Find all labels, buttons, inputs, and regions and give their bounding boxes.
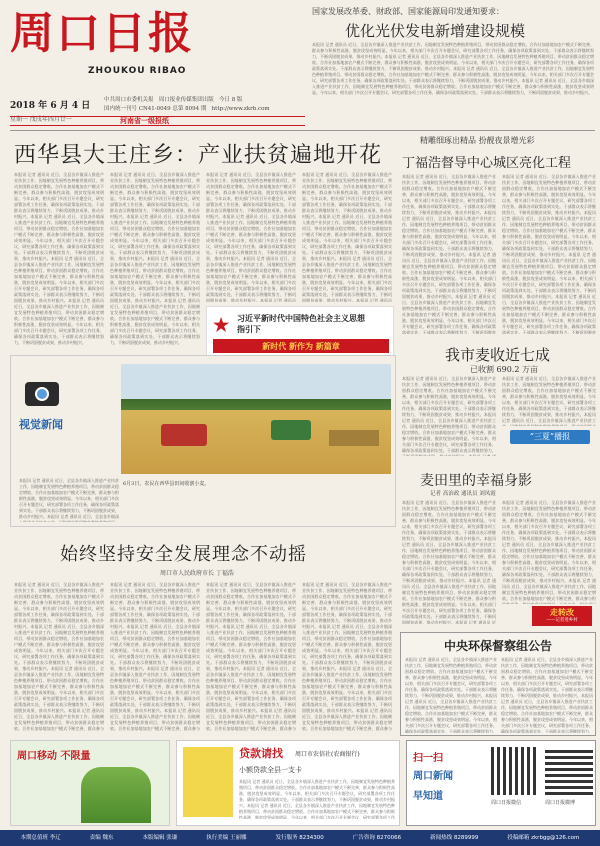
top-story-body	[312, 42, 594, 118]
walk-title: 走转改	[550, 607, 574, 617]
edition-info-2: 周口报业传媒集团出版	[158, 97, 214, 103]
masthead	[10, 6, 305, 98]
happy-byline: 记者 高治政 通讯员 刘凤霞	[430, 491, 496, 497]
edition-info-3: 今日 8 版	[219, 97, 243, 103]
footer-item: 新闻热线 8289999	[430, 835, 479, 841]
ad-mobile-figure	[81, 767, 151, 823]
side-kicker: 精雕细琢出精品 扮靓夜景增光彩	[420, 136, 535, 145]
footer-item: 执行美编 王丽娜	[206, 835, 247, 841]
edition-info-1: 中共周口市委机关报	[104, 97, 154, 103]
walk-sub: ——记者进乡村	[546, 618, 578, 623]
thought-tagline: 新时代 新作为 新篇章	[213, 339, 389, 353]
ad-bank-tagline: 小额贷款全县一支卡	[239, 766, 302, 774]
website[interactable]: http://www.zkrb.com	[211, 106, 270, 112]
side-col-2	[502, 174, 596, 334]
footer-item: 广告咨询 8270066	[352, 835, 402, 841]
footer-item: 责编 魏东	[89, 835, 114, 841]
scan-box	[406, 740, 596, 826]
qr-code-wechat[interactable]	[491, 747, 539, 795]
ad-bank-name: 周口市农信社(农商银行)	[295, 751, 360, 758]
scan-l2: 早知道	[413, 791, 443, 802]
footer-bar	[0, 830, 600, 846]
safety-col-3	[206, 582, 296, 732]
wheat-col-1	[402, 376, 496, 456]
scan-title: 扫一扫	[413, 753, 443, 764]
masthead-pinyin: ZHOUKOU RIBAO	[88, 66, 187, 76]
thought-line-2: 指引下	[237, 324, 261, 334]
thought-banner-icon: ★	[213, 315, 230, 336]
hay-bale	[329, 430, 379, 446]
wheat-headline: 我市麦收近七成	[445, 346, 551, 364]
wheat-subhead: 已收割 690.2 万亩	[470, 365, 538, 374]
side-col-1	[402, 174, 496, 334]
ad-bank-body	[239, 779, 395, 819]
inspection-col-2	[501, 657, 593, 733]
lead-col-2	[110, 172, 200, 360]
edition-tag-label: 河南省一级报纸	[120, 116, 169, 125]
photo-caption-body	[19, 478, 119, 522]
footer-item: 本版编辑 张谦	[142, 835, 178, 841]
lead-col-1	[14, 172, 104, 360]
inspection-col-1	[405, 657, 497, 733]
photo-news-label: 视觉新闻	[19, 418, 63, 431]
ad-bank[interactable]	[176, 740, 400, 826]
qr-label-wechat: 周口日报微信	[491, 800, 522, 806]
qr-code-weibo[interactable]	[545, 747, 593, 795]
photo-caption: 6月3日，农民在西华县田间收割小麦。	[123, 481, 210, 487]
weekday-line: 星期一 戊戌年四月廿一	[10, 116, 72, 123]
happy-col-2	[502, 500, 596, 604]
ad-mobile-title: 周口移动 不限量	[17, 751, 91, 762]
harvest-photo	[121, 364, 391, 474]
safety-headline: 始终坚持安全发展理念不动摇	[60, 544, 307, 565]
inspection-box	[400, 632, 596, 736]
lead-col-3	[206, 172, 296, 302]
footer-item[interactable]: 投稿邮箱 zkrbgg@126.com	[507, 835, 580, 841]
walk-badge	[532, 606, 592, 626]
edition-info	[104, 96, 304, 114]
happy-headline: 麦田里的幸福身影	[420, 473, 532, 489]
top-headline: 优化光伏发电新增建设规模	[345, 22, 526, 40]
scan-l1: 周口新闻	[413, 771, 453, 782]
inspection-title: 中央环保督察组公告	[443, 639, 552, 653]
safety-col-4	[302, 582, 392, 732]
ad-mobile[interactable]	[10, 740, 170, 826]
footer-item: 发行服务 8234300	[275, 835, 324, 841]
thought-banner[interactable]	[206, 306, 394, 356]
masthead-logo: 周口日报	[10, 8, 194, 59]
cn-line: 国内统一刊号 CN41-0049 总第 8094 期	[104, 106, 207, 112]
safety-col-1	[14, 582, 104, 732]
happy-col-1	[402, 500, 496, 624]
safety-col-2	[110, 582, 200, 732]
safety-byline: 周口市人民政府市长 丁福浩	[160, 570, 234, 577]
lead-col-4	[302, 172, 392, 302]
side-headline: 丁福浩督导中心城区亮化工程	[402, 156, 572, 171]
tractor-2	[271, 420, 311, 440]
bank-logo	[183, 747, 233, 817]
photo-news	[10, 355, 396, 527]
thought-line-1: 习近平新时代中国特色社会主义思想	[237, 313, 365, 323]
ad-bank-title: 贷款请找	[239, 747, 283, 760]
edition-tag	[10, 116, 305, 126]
wheat-col-2	[502, 376, 596, 426]
tractor	[161, 424, 207, 446]
footer-item: 本期总值班 李辽	[20, 835, 61, 841]
camera-icon	[25, 382, 59, 406]
lead-headline: 西华县大王庄乡：产业扶贫遍地开花	[14, 143, 383, 168]
issue-date: 2018 年 6 月 4 日	[10, 101, 91, 111]
top-kicker: 国家发展改革委、财政部、国家能源局印发通知要求：	[312, 7, 504, 16]
qr-label-weibo: 周口日报微博	[545, 800, 576, 806]
sanxia-badge: “三夏”播报	[510, 430, 590, 444]
